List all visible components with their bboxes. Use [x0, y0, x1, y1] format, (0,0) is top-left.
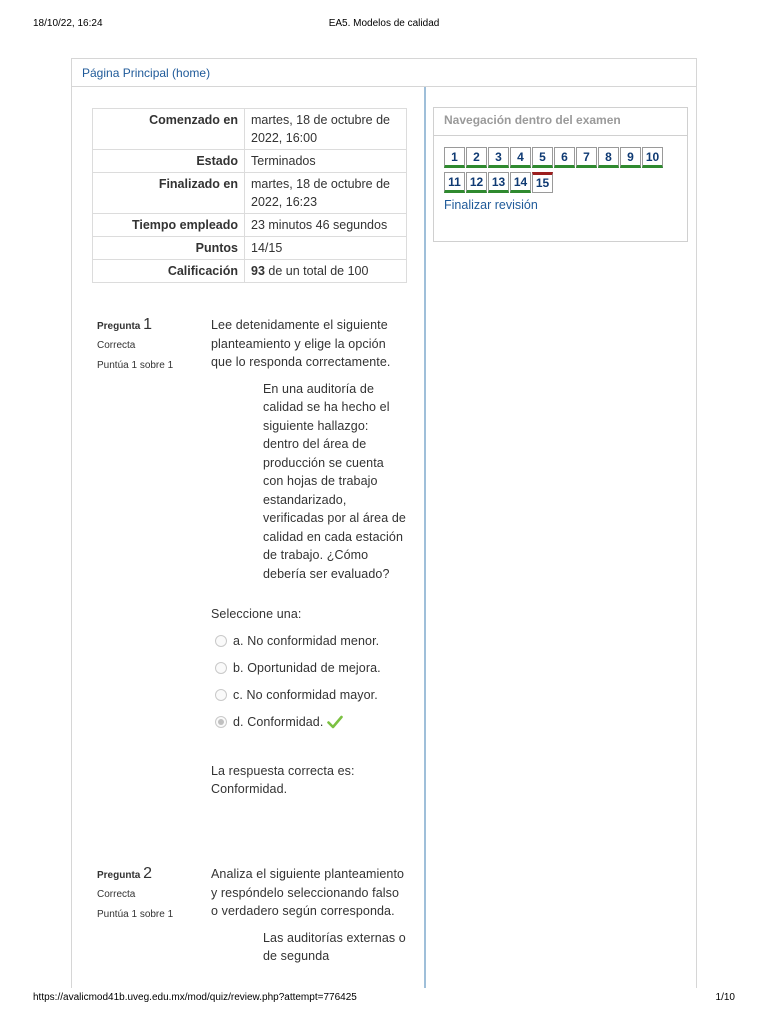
radio-button[interactable] — [215, 635, 227, 647]
grade-total: de un total de 100 — [264, 264, 369, 278]
select-one-label: Seleccione una: — [211, 607, 302, 621]
summary-row-started — [93, 109, 407, 150]
summary-key: Calificación — [93, 260, 245, 283]
question-content — [211, 316, 407, 799]
answer-option[interactable] — [211, 632, 407, 651]
column-divider — [424, 87, 426, 988]
page-counter: 1/10 — [715, 992, 735, 1003]
question-prompt: Lee detenidamente el siguiente planteamiento y elige la opción que lo responda correctamente. — [211, 318, 391, 369]
answer-option-label: c. No conformidad mayor. — [233, 688, 378, 702]
question-nav-button-10[interactable]: 10 — [642, 147, 663, 168]
summary-key: Puntos — [93, 237, 245, 260]
question-prompt: Analiza el siguiente planteamiento y respóndelo seleccionando falso o verdadero según corresponda. — [211, 867, 405, 918]
question-nav-button-3[interactable]: 3 — [488, 147, 509, 168]
question-nav-button-8[interactable]: 8 — [598, 147, 619, 168]
question-nav-button-1[interactable]: 1 — [444, 147, 465, 168]
question-content — [211, 865, 407, 966]
question-grade: Puntúa 1 sobre 1 — [97, 909, 174, 920]
answer-option[interactable] — [211, 659, 407, 678]
breadcrumb — [72, 59, 696, 87]
summary-value: Terminados — [245, 150, 407, 173]
radio-button-selected[interactable] — [215, 716, 227, 728]
question-scenario: Las auditorías externas o de segunda — [263, 930, 406, 963]
summary-value: martes, 18 de octubre de 2022, 16:23 — [245, 173, 407, 214]
question-info — [97, 316, 207, 371]
question-state: Correcta — [97, 889, 136, 900]
summary-key: Estado — [93, 150, 245, 173]
summary-row-grade — [93, 260, 407, 283]
question-nav-button-6[interactable]: 6 — [554, 147, 575, 168]
summary-key: Comenzado en — [93, 109, 245, 150]
answer-option-label: b. Oportunidad de mejora. — [233, 661, 381, 675]
question-nav-button-11[interactable]: 11 — [444, 172, 465, 193]
grade-value: 93 — [251, 264, 265, 278]
question-nav-button-13[interactable]: 13 — [488, 172, 509, 193]
question-state: Correcta — [97, 340, 136, 351]
question-nav-button-9[interactable]: 9 — [620, 147, 641, 168]
summary-row-finished — [93, 173, 407, 214]
quiz-navigation-block — [433, 107, 688, 242]
finish-review-link[interactable]: Finalizar revisión — [444, 198, 538, 212]
question-nav-button-4[interactable]: 4 — [510, 147, 531, 168]
print-date: 18/10/22, 16:24 — [33, 18, 103, 29]
answer-option-label: d. Conformidad. — [233, 715, 324, 729]
attempt-summary-table — [92, 108, 407, 283]
question-nav-button-15[interactable]: 15 — [532, 172, 553, 193]
question-grade: Puntúa 1 sobre 1 — [97, 360, 174, 371]
question-number: 2 — [143, 865, 153, 882]
question-label: Pregunta — [97, 321, 141, 332]
summary-row-marks — [93, 237, 407, 260]
question-nav-button-7[interactable]: 7 — [576, 147, 597, 168]
check-icon — [327, 715, 343, 729]
home-link[interactable]: Página Principal (home) — [82, 66, 211, 80]
summary-row-state — [93, 150, 407, 173]
summary-value: 14/15 — [245, 237, 407, 260]
question-label: Pregunta — [97, 870, 141, 881]
summary-value: 23 minutos 46 segundos — [245, 214, 407, 237]
summary-value — [245, 260, 407, 283]
summary-value: martes, 18 de octubre de 2022, 16:00 — [245, 109, 407, 150]
question-number: 1 — [143, 316, 153, 333]
question-nav-button-5[interactable]: 5 — [532, 147, 553, 168]
radio-button[interactable] — [215, 689, 227, 701]
question-button-grid — [434, 136, 684, 197]
answer-option-selected[interactable] — [211, 713, 407, 732]
print-url: https://avalicmod41b.uveg.edu.mx/mod/quiz/review.php?attempt=776425 — [33, 992, 357, 1003]
question-nav-button-14[interactable]: 14 — [510, 172, 531, 193]
question-nav-button-12[interactable]: 12 — [466, 172, 487, 193]
quiz-navigation-title: Navegación dentro del examen — [434, 108, 687, 136]
question-nav-button-2[interactable]: 2 — [466, 147, 487, 168]
question-scenario: En una auditoría de calidad se ha hecho el siguiente hallazgo: dentro del área de producción se cuenta con hojas de trabajo estandarizado, verificadas por al área de calidad en cada estación de trabajo. ¿Cómo debería ser evaluado? — [263, 381, 406, 581]
correct-answer-feedback: La respuesta correcta es: Conformidad. — [211, 763, 355, 796]
summary-row-time-taken — [93, 214, 407, 237]
summary-key: Tiempo empleado — [93, 214, 245, 237]
print-title: EA5. Modelos de calidad — [328, 18, 440, 29]
answer-option[interactable] — [211, 686, 407, 705]
summary-key: Finalizado en — [93, 173, 245, 214]
radio-button[interactable] — [215, 662, 227, 674]
answer-option-label: a. No conformidad menor. — [233, 634, 380, 648]
quiz-review-page — [71, 58, 697, 988]
question-info — [97, 865, 207, 920]
